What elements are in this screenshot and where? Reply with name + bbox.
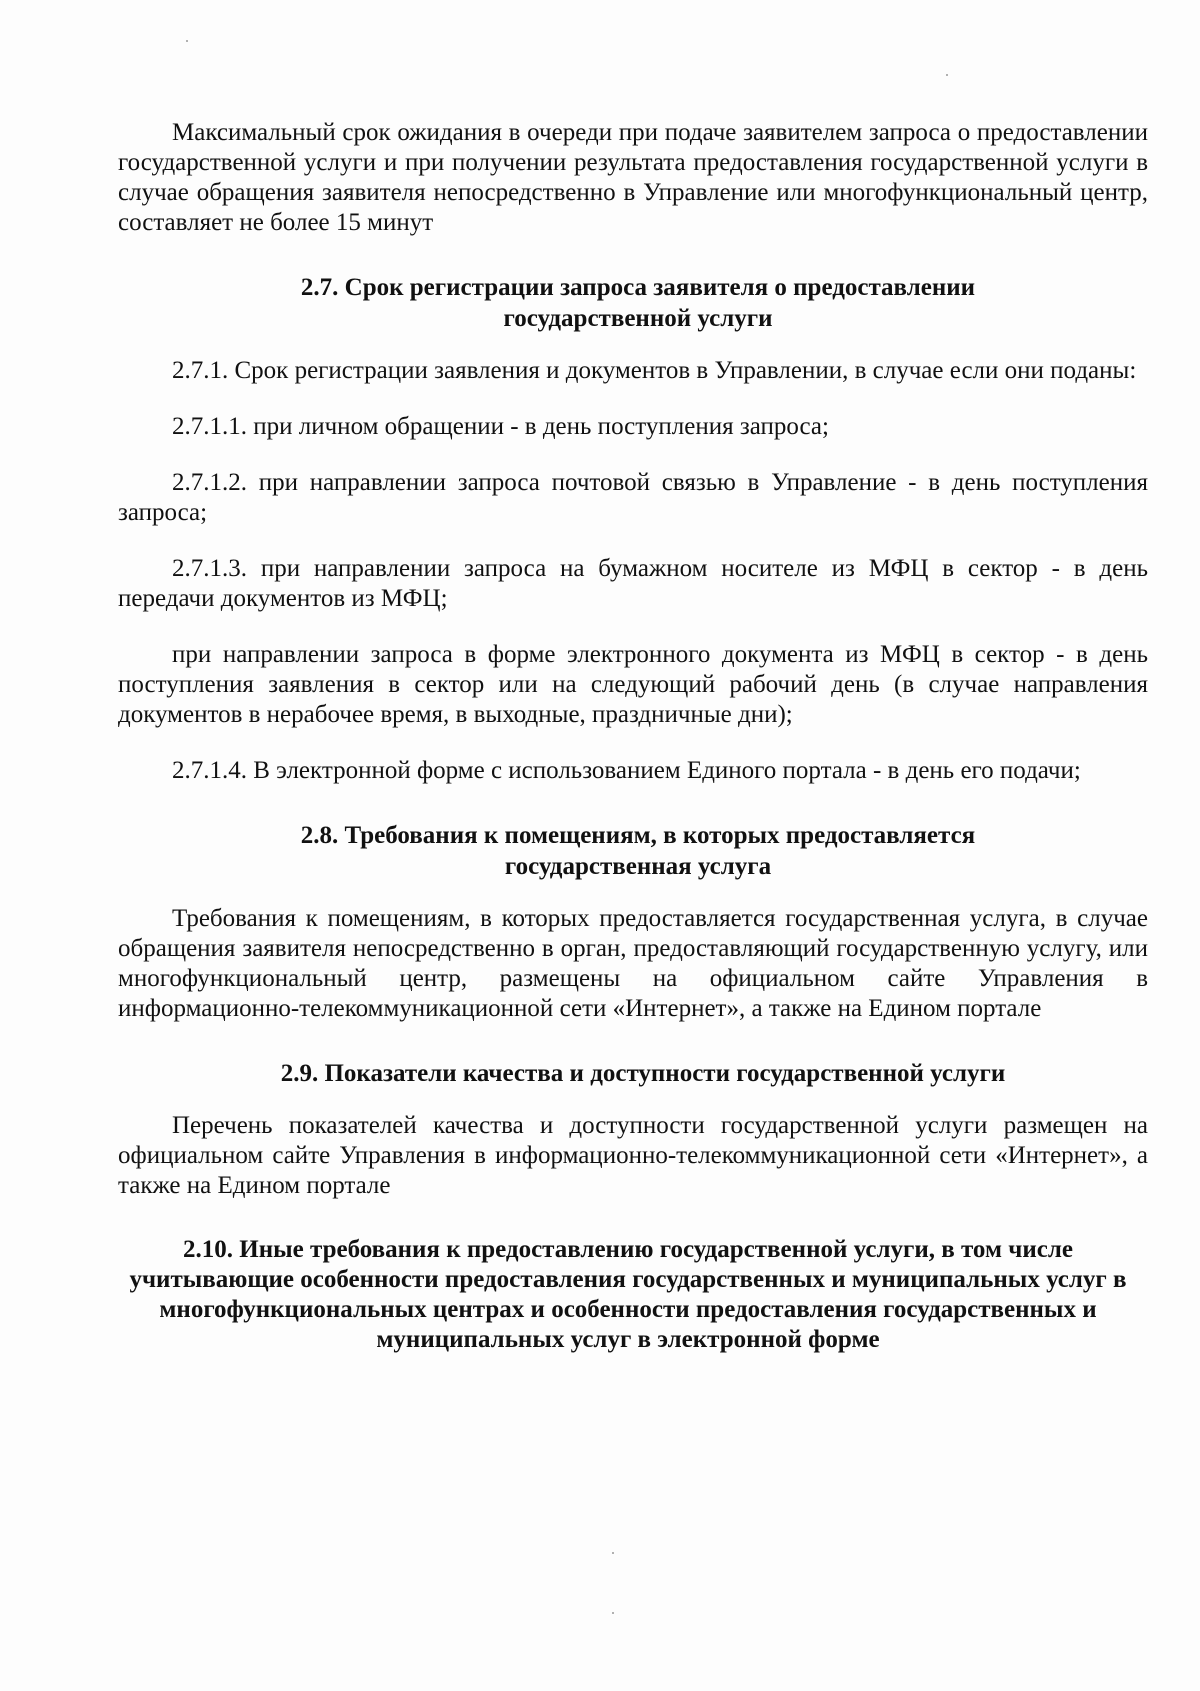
scan-speck [946, 74, 948, 76]
paragraph-2-7-1-4: 2.7.1.4. В электронной форме с использованием Единого портала - в день его подачи; [172, 757, 1081, 784]
scan-speck [612, 1612, 614, 1614]
paragraph-premises-requirements: Требования к помещениям, в которых предоставляется государственная услуга, в случае обращения заявителя непосредственно в орган, предоставляющий государственную услугу, или многофункциональный центр, размещены на официальном сайте Управления в информационно-телекоммуникационной сети «Интернет», а также на Едином портале [118, 905, 1148, 1022]
section-heading-2-7 [118, 272, 1148, 334]
paragraph-queue-wait-time: Максимальный срок ожидания в очереди при подаче заявителем запроса о предоставлении государственной услуги и при получении результата предоставления государственной услуги в случае обращения заявителя непосредственно в Управление или многофункциональный центр, составляет не более 15 минут [118, 119, 1148, 236]
paragraph-2-7-1: 2.7.1. Срок регистрации заявления и документов в Управлении, в случае если они поданы: [172, 357, 1137, 384]
section-heading-2-10: 2.10. Иные требования к предоставлению государственной услуги, в том числе учитывающие особенности предоставления государственных и муниципальных услуг в многофункциональных центрах и особенности предоставления государственных и муниципальных услуг в электронной форме [129, 1236, 1127, 1353]
paragraph-2-7-1-1: 2.7.1.1. при личном обращении - в день поступления запроса; [172, 413, 829, 440]
section-heading-2-8-line2: государственная услуга [504, 853, 772, 880]
section-heading-2-8 [118, 820, 1148, 882]
section-heading-2-7-line2: государственной услуги [503, 305, 773, 332]
paragraph-quality-indicators: Перечень показателей качества и доступности государственной услуги размещен на официальном сайте Управления в информационно-телекоммуникационной сети «Интернет», а также на Едином портале [118, 1112, 1148, 1199]
document-body [118, 118, 1148, 1355]
paragraph-2-7-1-2: 2.7.1.2. при направлении запроса почтовой связью в Управление - в день поступления запроса; [118, 469, 1148, 526]
paragraph-electronic-mfc: при направлении запроса в форме электронного документа из МФЦ в сектор - в день поступления заявления в сектор или на следующий рабочий день (в случае направления документов в нерабочее время, в выходные, праздничные дни); [118, 641, 1148, 728]
section-heading-2-8-line1: 2.8. Требования к помещениям, в которых предоставляется [300, 822, 976, 849]
section-heading-2-9: 2.9. Показатели качества и доступности государственной услуги [280, 1060, 1006, 1087]
paragraph-2-7-1-3: 2.7.1.3. при направлении запроса на бумажном носителе из МФЦ в сектор - в день передачи документов из МФЦ; [118, 555, 1148, 612]
scan-speck [186, 40, 188, 42]
section-heading-2-7-line1: 2.7. Срок регистрации запроса заявителя о предоставлении [300, 274, 976, 301]
scan-speck [612, 1552, 614, 1554]
